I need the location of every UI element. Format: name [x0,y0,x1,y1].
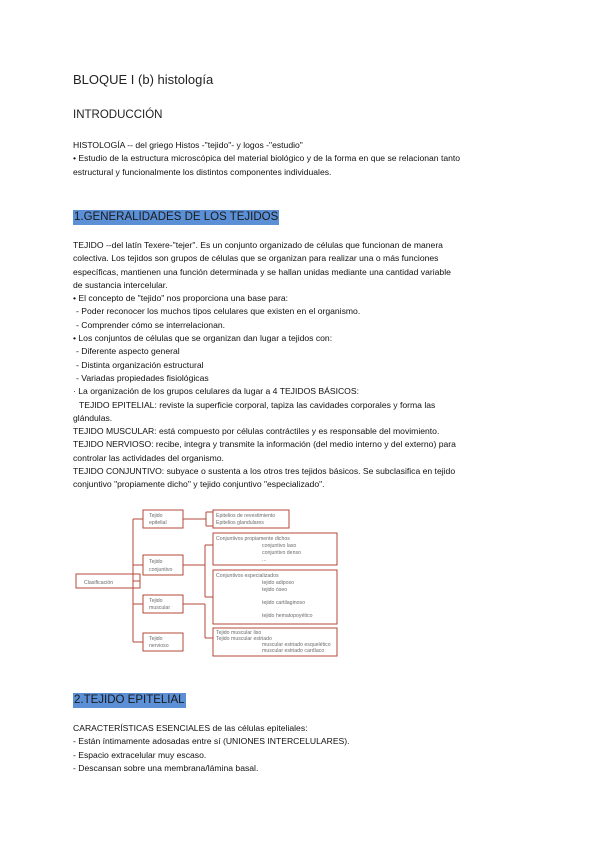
section1-line: TEJIDO MUSCULAR: está compuesto por células contráctiles y es responsable del movimiento. [73,426,440,437]
section2-line: - Están íntimamente adosadas entre sí (UNIONES INTERCELULARES). [73,736,350,747]
detail-text: tejido óseo [262,587,288,593]
section1-line: TEJIDO EPITELIAL: reviste la superficie corporal, tapiza las cavidades corporales y forma las [79,399,436,410]
detail-text: Conjuntivos propiamente dichos [216,536,290,542]
branch-label: Tejido [149,598,163,604]
detail-text: tejido cartilaginoso [262,600,305,606]
detail-text: Epitelios de revestimiento [216,513,276,519]
section2-line: CARACTERÍSTICAS ESENCIALES de las células epiteliales: [73,723,308,733]
intro-heading: INTRODUCCIÓN [73,109,163,121]
section1-line: - Poder reconocer los muchos tipos celulares que existen en el organismo. [76,306,361,317]
detail-text: muscular estriado esquelético [262,642,331,648]
section1-heading: 1.GENERALIDADES DE LOS TEJIDOS [74,211,279,223]
detail-text: Conjuntivos especializados [216,573,279,579]
section1-line: - Comprender cómo se interrelacionan. [76,319,226,330]
detail-text: Tejido muscular liso [216,630,262,636]
detail-text: Tejido muscular estriado [216,636,272,642]
branch-label: Tejido [149,559,163,565]
detail-text: ... [262,557,267,563]
section1-line: controlar las actividades del organismo. [73,452,224,463]
detail-text: Epitelios glandulares [216,520,264,526]
branch-label: muscular [149,605,171,611]
section1-line: glándulas. [73,412,113,423]
section1-line: · La organización de los grupos celulares da lugar a 4 TEJIDOS BÁSICOS: [73,386,359,397]
section1-line: - Diferente aspecto general [76,346,180,357]
section1-line: específicas, mantienen una función determinada y se hallan unidas mediante una cantidad variable [73,266,451,277]
intro-line: estructural y funcionalmente los distintos componentes individuales. [73,166,332,177]
detail-text: tejido hematopoyético [262,613,313,619]
section1-line: TEJIDO CONJUNTIVO: subyace o sustenta a los otros tres tejidos básicos. Se subclasifica en tejido [73,466,456,477]
detail-text: conjuntivo laxo [262,543,297,549]
intro-line: HISTOLOGÍA -- del griego Histos -"tejido"- y logos -"estudio" [73,140,303,150]
detail-connectors [183,512,213,638]
section2-line: - Espacio extracelular muy escaso. [73,749,207,760]
section2-line: - Descansan sobre una membrana/lámina basal. [73,762,259,773]
section1-line: TEJIDO NERVIOSO: recibe, integra y transmite la información (del medio interno y del externo) para [73,439,456,450]
root-label: Clasificación [84,580,114,586]
document-title: BLOQUE I (b) histología [73,72,214,87]
branch-label: Tejido [149,513,163,519]
section1-line: - Variadas propiedades fisiológicas [76,372,209,383]
section1-line: de sustancia intercelular. [73,279,168,290]
section2-heading: 2.TEJIDO EPITELIAL [74,694,185,706]
section1-line: TEJIDO --del latín Texere-"tejer". Es un conjunto organizado de células que funcionan de manera [73,240,443,250]
detail-text: tejido adiposo [262,580,295,586]
section1-line: • Los conjuntos de células que se organizan dan lugar a tejidos con: [73,333,333,344]
section1-line: conjuntivo "propiamente dicho" y tejido conjuntivo "especializado". [73,479,325,490]
section1-line: colectiva. Los tejidos son grupos de células que se organizan para realizar una o más funciones [73,253,439,264]
detail-text: muscular estriado cardíaco [262,648,325,654]
section1-line: • El concepto de "tejido" nos proporciona una base para: [73,293,289,304]
root-connector [133,519,140,642]
detail-text: conjuntivo denso [262,550,301,556]
branch-label: Tejido [149,636,163,642]
branch-label: nervioso [149,643,169,649]
branch-label: conjuntivo [149,567,173,573]
intro-line: • Estudio de la estructura microscópica del material biológico y de la forma en que se relacionan tanto [73,153,461,164]
branch-label: epitelial [149,520,167,526]
section1-line: - Distinta organización estructural [76,359,204,370]
